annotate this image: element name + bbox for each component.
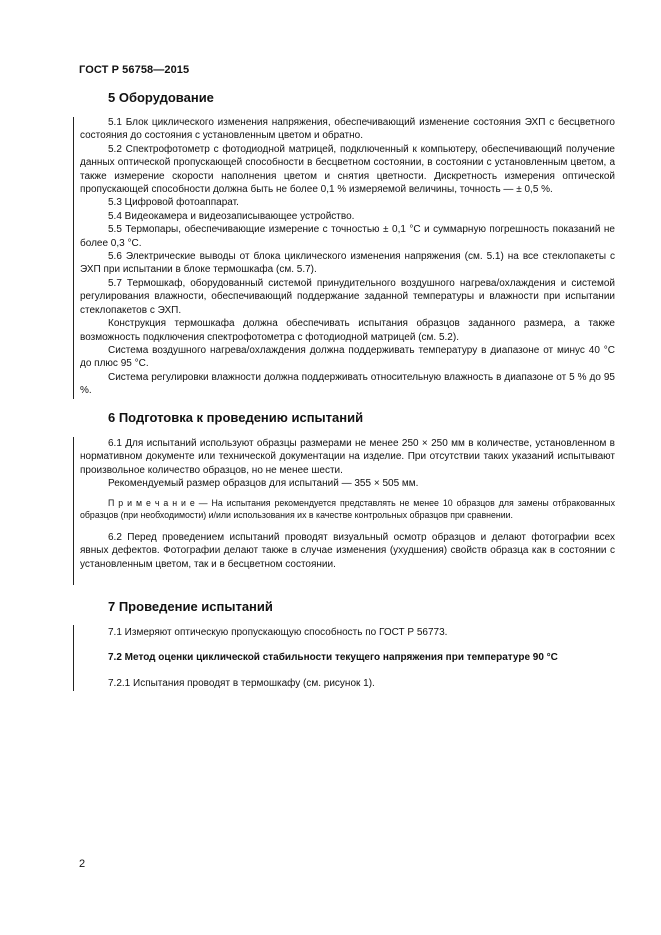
section-7-title: 7 Проведение испытаний: [108, 599, 273, 614]
paragraph-5-6: 5.6 Электрические выводы от блока циклического изменения напряжения (см. 5.1) на все стеклопакеты с ЭХП при испытании в блоке термошкафа (см. 5.7).: [80, 251, 615, 276]
paragraph-5-3: 5.3 Цифровой фотоаппарат.: [108, 197, 239, 209]
section-5-body: [80, 116, 615, 398]
revision-bar: [73, 625, 74, 691]
note-label: П р и м е ч а н и е: [108, 497, 195, 508]
paragraph-5-5: 5.5 Термопары, обеспечивающие измерение с точностью ± 0,1 °С и суммарную погрешность показаний не более 0,3 °С.: [80, 224, 615, 249]
paragraph-6-1-size: Рекомендуемый размер образцов для испытаний — 355 × 505 мм.: [108, 478, 419, 490]
paragraph-6-1: 6.1 Для испытаний используют образцы размерами не менее 250 × 250 мм в количестве, установленном в нормативном документе или технической документации на изделие. При отсутствии таких указаний испытывают произвольное количество образцов, но не менее шести.: [80, 438, 615, 476]
paragraph-5-1: 5.1 Блок циклического изменения напряжения, обеспечивающий изменение состояния ЭХП с бесцветного состояния до состояния с установленным цветом и обратно.: [80, 117, 615, 142]
paragraph-5-7-construction: Конструкция термошкафа должна обеспечивать испытания образцов заданного размера, а также возможность подключения спектрофотометра с фотодиодной матрицей (см. 5.2).: [80, 318, 615, 343]
paragraph-7-2-1: 7.2.1 Испытания проводят в термошкафу (см. рисунок 1).: [108, 678, 375, 689]
paragraph-5-7: 5.7 Термошкаф, оборудованный системой принудительного воздушного нагрева/охлаждения и системой регулирования влажности, обеспечивающий поддержание заданной температуры и влажности при испытании стеклопакетов с ЭХП.: [80, 277, 615, 316]
section-6-title: 6 Подготовка к проведению испытаний: [108, 410, 364, 425]
paragraph-5-2: 5.2 Спектрофотометр с фотодиодной матрицей, подключенный к компьютеру, обеспечивающий получение данных оптической пропускающей способности в бесцветном состоянии, в состоянии с установленным цветом, а также измерение скорости наполнения цветом и снятия цветности. Дискретность измерения оптической пропускающей способности должна быть не более 0,1 % измеряемой величины, точность — ± 0,5 %.: [80, 143, 615, 196]
paragraph-5-4: 5.4 Видеокамера и видеозаписывающее устройство.: [108, 210, 355, 222]
revision-bar: [73, 437, 74, 585]
subsection-7-2-title: 7.2 Метод оценки циклической стабильности текущего напряжения при температуре 90 °С: [108, 652, 558, 663]
section-6-body: [80, 437, 615, 571]
paragraph-5-7-heating: Система воздушного нагрева/охлаждения должна поддерживать температуру в диапазоне от минус 40 °С до плюс 95 °С.: [80, 344, 615, 370]
paragraph-7-1: 7.1 Измеряют оптическую пропускающую способность по ГОСТ Р 56773.: [108, 627, 448, 638]
paragraph-5-7-humidity: Система регулировки влажности должна поддерживать относительную влажность в диапазоне от 5 % до 95 %.: [80, 371, 615, 397]
revision-bar: [73, 117, 74, 399]
note-text: — На испытания рекомендуется представлять не менее 10 образцов для замены отбракованных образцов (при необходимости) и/или использования их в качестве контрольных образцов при сравнении.: [80, 497, 615, 520]
document-header: ГОСТ Р 56758—2015: [79, 64, 190, 76]
note: [80, 497, 615, 521]
paragraph-6-2: 6.2 Перед проведением испытаний проводят визуальный осмотр образцов и делают фотографии всех явных дефектов. Фотографии делают также в случае изменения (ухудшения) свойств образца как в состоянии с установленным цветом, так и в бесцветном состоянии.: [80, 532, 615, 570]
section-5-title: 5 Оборудование: [108, 90, 214, 105]
page-number: 2: [79, 858, 86, 870]
